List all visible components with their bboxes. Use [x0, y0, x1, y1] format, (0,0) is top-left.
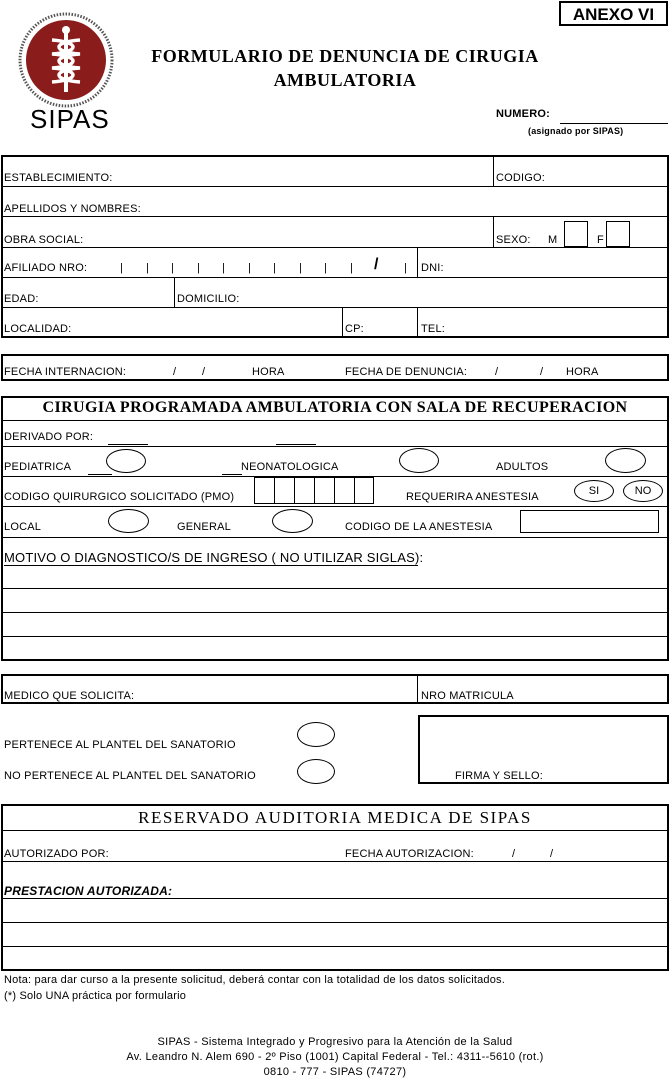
numero-label: NUMERO: — [496, 108, 550, 120]
sexo-f-label: F — [597, 234, 604, 246]
nro-matricula-label: NRO MATRICULA — [421, 690, 514, 702]
date-slash: / — [202, 366, 206, 378]
local-label: LOCAL — [4, 521, 42, 533]
si-label: SI — [588, 485, 600, 497]
footer-line-1: SIPAS - Sistema Integrado y Progresivo para la Atención de la Salud — [157, 1036, 513, 1048]
pertenece-label: PERTENECE AL PLANTEL DEL SANATORIO — [4, 739, 236, 751]
local-option[interactable] — [108, 509, 149, 533]
title-line-2: AMBULATORIA — [273, 70, 417, 90]
autorizado-label: AUTORIZADO POR: — [4, 848, 109, 860]
firma-label: FIRMA Y SELLO: — [455, 770, 543, 782]
anestesia-si-option[interactable] — [574, 480, 614, 502]
logo-text: SIPAS — [30, 104, 110, 134]
sipas-logo-icon — [18, 12, 114, 108]
fecha-internacion-label: FECHA INTERNACION: — [4, 366, 127, 378]
pertenece-option[interactable] — [297, 722, 335, 747]
anestesia-no-option[interactable] — [623, 480, 663, 502]
edad-label: EDAD: — [4, 293, 39, 305]
general-option[interactable] — [272, 509, 313, 533]
date-slash: / — [173, 366, 177, 378]
neonatologica-label: NEONATOLOGICA — [241, 461, 339, 473]
date-slash: / — [495, 366, 499, 378]
codigo-anestesia-label: CODIGO DE LA ANESTESIA — [345, 521, 493, 533]
general-label: GENERAL — [177, 521, 231, 533]
adultos-option[interactable] — [605, 448, 646, 473]
codigo-label: CODIGO: — [496, 172, 546, 184]
hora-label: HORA — [566, 366, 599, 378]
fecha-denuncia-label: FECHA DE DENUNCIA: — [345, 366, 468, 378]
title-line-1: FORMULARIO DE DENUNCIA DE CIRUGIA — [151, 46, 539, 66]
footer — [0, 1035, 670, 1080]
codigo-anestesia-field[interactable] — [520, 510, 659, 533]
neonatologica-option[interactable] — [399, 448, 439, 473]
cp-label: CP: — [345, 323, 364, 335]
sexo-label: SEXO: — [496, 234, 531, 246]
numero-note: (asignado por SIPAS) — [528, 126, 624, 136]
auditoria-title: RESERVADO AUDITORIA MEDICA DE SIPAS — [138, 808, 532, 827]
apellidos-label: APELLIDOS Y NOMBRES: — [4, 203, 141, 215]
numero-field[interactable] — [560, 123, 668, 124]
adultos-label: ADULTOS — [496, 461, 549, 473]
afiliado-digit-ticks[interactable]: | | | | | | | | | | | — [120, 262, 407, 274]
derivado-label: DERIVADO POR: — [4, 431, 94, 443]
note-2: (*) Solo UNA práctica por formulario — [4, 990, 187, 1002]
hora-label: HORA — [252, 366, 285, 378]
establecimiento-label: ESTABLECIMIENTO: — [4, 172, 113, 184]
derivado-field[interactable] — [276, 444, 316, 445]
afiliado-slash: / — [374, 256, 379, 273]
surgery-title: CIRUGIA PROGRAMADA AMBULATORIA CON SALA DE RECUPERACION — [42, 399, 628, 416]
fecha-autorizacion-label: FECHA AUTORIZACION: — [345, 848, 474, 860]
footer-line-2: Av. Leandro N. Alem 690 - 2º Piso (1001) Capital Federal - Tel.: 4311--5610 (rot.) — [126, 1051, 544, 1063]
annex-label: ANEXO VI — [572, 5, 655, 24]
pediatrica-label: PEDIATRICA — [4, 461, 72, 473]
tel-label: TEL: — [421, 323, 446, 335]
domicilio-label: DOMICILIO: — [177, 293, 240, 305]
dni-label: DNI: — [421, 262, 444, 274]
codigo-quirurgico-label: CODIGO QUIRURGICO SOLICITADO (PMO) — [4, 491, 235, 503]
prestacion-label: PRESTACION AUTORIZADA: — [4, 884, 173, 898]
sexo-f-checkbox[interactable] — [606, 221, 630, 247]
pediatrica-option[interactable] — [106, 449, 146, 473]
no-label: NO — [634, 485, 652, 497]
date-slash: / — [540, 366, 544, 378]
date-slash: / — [550, 848, 554, 860]
date-slash: / — [512, 848, 516, 860]
requerira-label: REQUERIRA ANESTESIA — [406, 491, 539, 503]
footer-line-3: 0810 - 777 - SIPAS (74727) — [263, 1066, 407, 1078]
derivado-field[interactable] — [108, 444, 148, 445]
annex-badge — [559, 1, 668, 26]
motivo-label: MOTIVO O DIAGNOSTICO/S DE INGRESO ( NO UTILIZAR SIGLAS): — [4, 550, 424, 565]
sexo-m-label: M — [548, 234, 558, 246]
afiliado-label: AFILIADO NRO: — [4, 262, 88, 274]
sexo-m-checkbox[interactable] — [564, 221, 588, 247]
note-1: Nota: para dar curso a la presente solicitud, deberá contar con la totalidad de los datos solicitados. — [4, 974, 506, 986]
page-title — [120, 44, 570, 92]
no-pertenece-option[interactable] — [297, 759, 335, 784]
medico-solicita-label: MEDICO QUE SOLICITA: — [4, 690, 135, 702]
localidad-label: LOCALIDAD: — [4, 323, 72, 335]
obra-social-label: OBRA SOCIAL: — [4, 234, 84, 246]
no-pertenece-label: NO PERTENECE AL PLANTEL DEL SANATORIO — [4, 770, 256, 782]
